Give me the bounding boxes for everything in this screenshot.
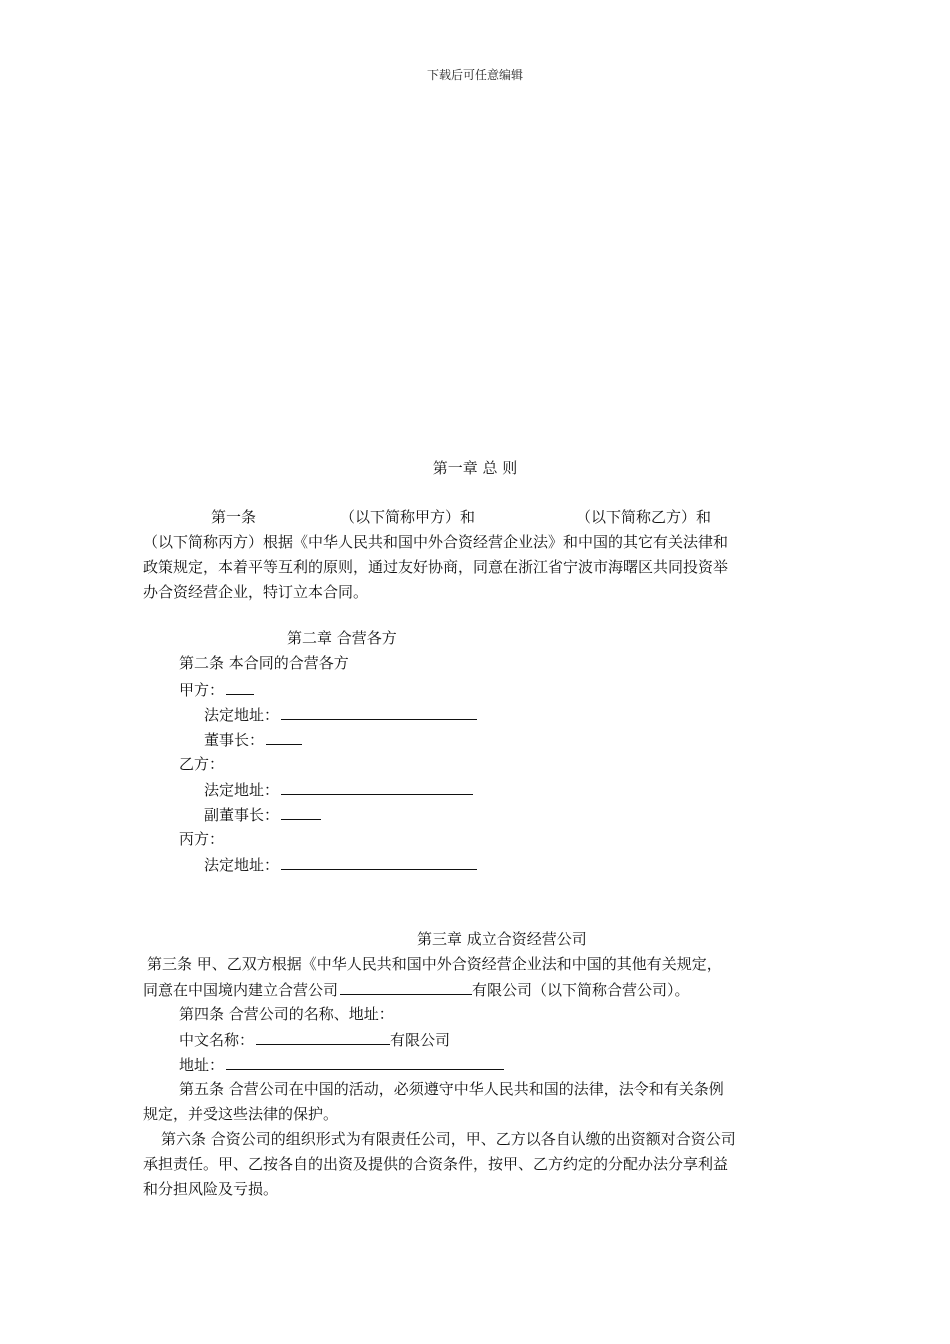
chapter-2-title: 第二章 合营各方	[287, 629, 397, 647]
party-b-address-row	[204, 778, 473, 800]
article-3-line-2	[143, 978, 690, 1000]
party-b-address-label: 法定地址：	[204, 781, 280, 799]
article-1-line-3: 政策规定，本着平等互利的原则，通过友好协商，同意在浙江省宁波市海曙区共同投资举	[143, 558, 729, 576]
party-a-chairman-label: 董事长：	[204, 731, 265, 749]
article-6-line-3: 和分担风险及亏损。	[143, 1180, 279, 1198]
party-a-label: 甲方：	[179, 681, 225, 699]
article-1-segment-b: （以下简称乙方）和	[576, 508, 712, 526]
article-1-line-4: 办合资经营企业，特订立本合同。	[143, 583, 369, 601]
article-5-line-2: 规定，并受这些法律的保护。	[143, 1105, 339, 1123]
party-b-vice-chairman-blank[interactable]	[281, 803, 321, 820]
party-a-chairman-row	[204, 728, 302, 750]
party-a-address-label: 法定地址：	[204, 706, 280, 724]
party-a-address-row	[204, 703, 477, 725]
chinese-name-row	[179, 1028, 450, 1050]
party-a-chairman-blank[interactable]	[266, 728, 302, 745]
address-row	[179, 1053, 504, 1075]
chapter-3-title: 第三章 成立合资经营公司	[417, 930, 587, 948]
party-c-address-row	[204, 853, 477, 875]
article-6-line-2: 承担责任。甲、乙按各自的出资及提供的合资条件，按甲、乙方约定的分配办法分享利益	[143, 1155, 729, 1173]
article-3-line-2-b: 有限公司（以下简称合营公司）。	[472, 981, 690, 999]
party-c-address-blank[interactable]	[281, 853, 477, 870]
article-4: 第四条 合营公司的名称、地址：	[179, 1005, 394, 1023]
address-label: 地址：	[179, 1056, 225, 1074]
party-b-vice-chairman-row	[204, 803, 321, 825]
article-1-label: 第一条	[211, 508, 257, 526]
party-a-blank[interactable]	[226, 678, 254, 695]
chinese-name-suffix: 有限公司	[390, 1031, 451, 1049]
address-blank[interactable]	[226, 1053, 504, 1070]
party-a-address-blank[interactable]	[281, 703, 477, 720]
party-b-vice-chairman-label: 副董事长：	[204, 806, 280, 824]
article-1-segment-a: （以下简称甲方）和	[340, 508, 476, 526]
chapter-1-title: 第一章 总 则	[432, 459, 518, 477]
party-c-label: 丙方：	[179, 830, 225, 848]
article-3-line-2-a: 同意在中国境内建立合营公司	[143, 981, 339, 999]
party-c-address-label: 法定地址：	[204, 856, 280, 874]
party-b-address-blank[interactable]	[281, 778, 473, 795]
chinese-name-blank[interactable]	[256, 1028, 390, 1045]
article-5-line-1: 第五条 合营公司在中国的活动，必须遵守中华人民共和国的法律，法令和有关条例	[179, 1080, 724, 1098]
party-b-label: 乙方：	[179, 755, 225, 773]
article-2: 第二条 本合同的合营各方	[179, 654, 349, 672]
article-3-line-1: 第三条 甲、乙双方根据《中华人民共和国中外合资经营企业法和中国的其他有关规定，	[147, 955, 722, 973]
company-name-blank[interactable]	[340, 978, 472, 995]
party-a-row	[179, 678, 254, 700]
header-note: 下载后可任意编辑	[426, 68, 523, 82]
chinese-name-label: 中文名称：	[179, 1031, 255, 1049]
article-6-line-1: 第六条 合资公司的组织形式为有限责任公司，甲、乙方以各自认缴的出资额对合资公司	[161, 1130, 736, 1148]
article-1-line-2: （以下简称丙方）根据《中华人民共和国中外合资经营企业法》和中国的其它有关法律和	[143, 533, 729, 551]
